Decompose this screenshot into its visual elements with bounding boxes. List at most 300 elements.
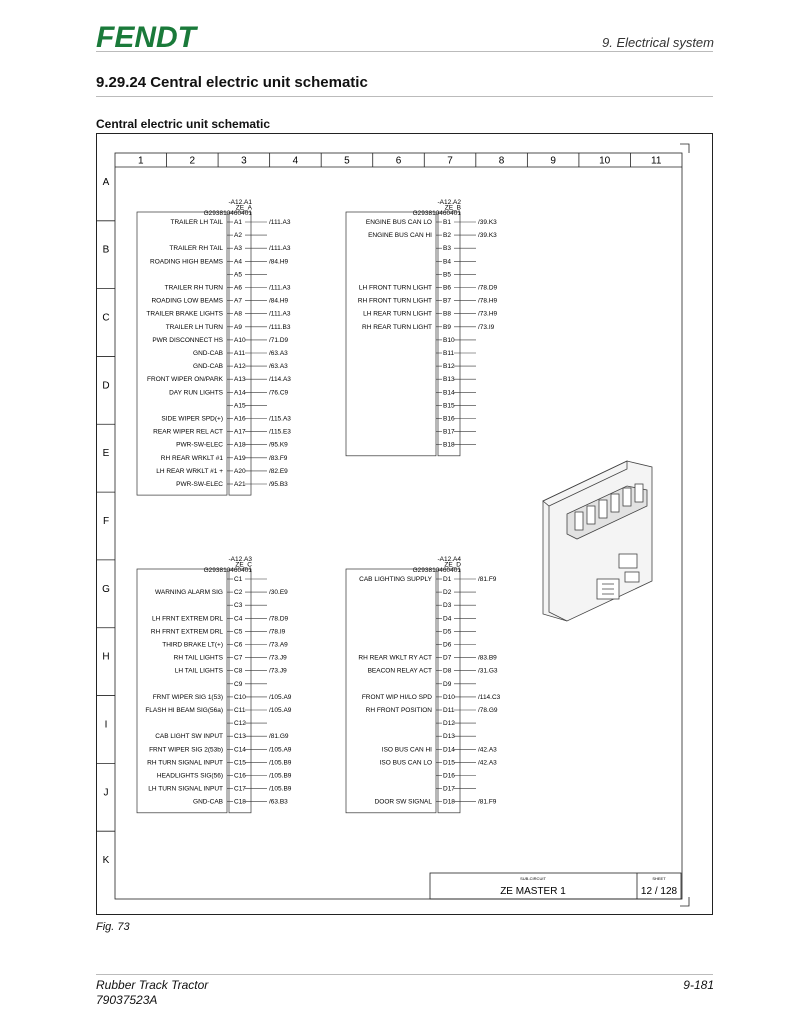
row-label: J <box>103 787 109 799</box>
pin-cross-reference: /63.A3 <box>269 363 288 371</box>
pin-row <box>366 707 498 714</box>
pin-cross-reference: /63.A3 <box>269 350 288 357</box>
pin-signal-name: WARNING ALARM SIG <box>154 589 223 597</box>
pin-signal-name: ISO BUS CAN HI <box>381 746 432 754</box>
pin-row <box>362 694 501 701</box>
row-label: K <box>102 855 110 867</box>
column-label: 5 <box>344 155 350 167</box>
connector-label: -A12.A4 <box>437 556 461 563</box>
pin-row <box>156 468 288 475</box>
pin-signal-name: GND-CAB <box>193 363 223 371</box>
pin-number: D13 <box>443 733 455 741</box>
pin-number: B9 <box>443 323 451 331</box>
brand-logo-text: FENDT <box>96 22 196 50</box>
pin-row <box>146 311 290 318</box>
pin-row <box>151 628 286 635</box>
pin-cross-reference: /105.B9 <box>269 772 292 780</box>
pin-cross-reference: /31.G3 <box>478 667 498 675</box>
pin-number: C17 <box>234 785 246 793</box>
pin-row <box>436 376 476 383</box>
pin-row <box>227 576 267 583</box>
pin-cross-reference: /42.A3 <box>478 746 497 754</box>
pin-number: D14 <box>443 746 455 754</box>
pin-signal-name: ISO BUS CAN LO <box>379 759 432 767</box>
pin-row <box>363 311 497 318</box>
pin-cross-reference: /111.A3 <box>269 310 291 318</box>
pin-row <box>151 298 288 305</box>
pin-cross-reference: /111.A3 <box>269 245 291 253</box>
pin-row <box>436 642 476 649</box>
pin-cross-reference: /115.A3 <box>269 415 291 423</box>
pin-cross-reference: /82.E9 <box>269 467 288 475</box>
pin-row <box>152 615 289 622</box>
pin-number: D18 <box>443 798 455 806</box>
pin-number: A17 <box>234 428 246 436</box>
pin-number: C11 <box>234 707 246 714</box>
pin-number: A6 <box>234 284 242 292</box>
pin-cross-reference: /81.G9 <box>269 733 289 741</box>
connector-ZE_A <box>137 199 291 495</box>
pin-number: A9 <box>234 323 242 331</box>
pin-row <box>358 655 497 662</box>
pin-row <box>227 271 267 278</box>
pin-number: B18 <box>443 441 455 449</box>
connector-label: -A12.A2 <box>437 199 461 206</box>
connector-body <box>346 212 436 456</box>
pin-row <box>436 389 476 396</box>
pin-number: A8 <box>234 310 242 318</box>
pin-row <box>155 733 289 740</box>
pin-row <box>436 337 476 344</box>
pin-number: B1 <box>443 219 451 226</box>
pin-number: D16 <box>443 772 455 780</box>
pin-signal-name: LH TURN SIGNAL INPUT <box>148 785 223 793</box>
fendt-logo <box>96 22 236 50</box>
pin-signal-name: RH TAIL LIGHTS <box>173 654 223 662</box>
pin-signal-name: RH REAR TURN LIGHT <box>362 323 432 331</box>
pin-cross-reference: /78.I9 <box>269 628 286 636</box>
pin-number: B12 <box>443 363 455 371</box>
sheet-value: 12 / 128 <box>640 886 678 897</box>
header-rule <box>96 51 713 52</box>
pin-number: C13 <box>234 733 246 741</box>
pin-signal-name: TRAILER LH TAIL <box>170 219 223 226</box>
pin-row <box>368 668 498 675</box>
pin-signal-name: REAR WIPER REL ACT <box>153 428 223 436</box>
pin-row <box>436 442 476 449</box>
pin-signal-name: LH REAR WRKLT #1 + <box>156 467 223 475</box>
pin-number: B7 <box>443 297 451 305</box>
pin-signal-name: FRNT WIPER SIG 1(53) <box>152 693 223 701</box>
pin-row <box>227 720 267 727</box>
pin-number: C4 <box>234 615 243 623</box>
pin-number: B16 <box>443 415 455 423</box>
pin-signal-name: CAB LIGHT SW INPUT <box>155 733 223 741</box>
pin-number: C14 <box>234 746 246 754</box>
pin-row <box>165 285 291 292</box>
pin-cross-reference: /83.B9 <box>478 654 497 662</box>
pin-signal-name: RH FRNT EXTREM DRL <box>150 628 223 636</box>
pin-row <box>366 219 497 226</box>
pin-cross-reference: /95.B3 <box>269 481 288 488</box>
pin-number: C1 <box>234 576 243 583</box>
pin-number: D12 <box>443 720 455 728</box>
pin-row <box>436 628 476 635</box>
pin-number: C12 <box>234 720 246 728</box>
pin-number: C18 <box>234 798 246 806</box>
pin-cross-reference: /105.B9 <box>269 785 292 793</box>
pin-number: D1 <box>443 576 452 583</box>
pin-signal-name: LH FRONT TURN LIGHT <box>358 284 432 292</box>
figure-heading: Central electric unit schematic <box>96 117 271 131</box>
pin-cross-reference: /105.A9 <box>269 707 292 714</box>
column-label: 11 <box>651 155 662 167</box>
connector-label: ZE_B <box>444 204 461 212</box>
pin-number: A12 <box>234 363 246 371</box>
column-label: 7 <box>447 155 453 167</box>
pin-row <box>193 799 288 806</box>
pin-signal-name: RH FRONT POSITION <box>365 707 432 714</box>
pin-cross-reference: /39.K3 <box>478 219 497 226</box>
schematic-drawing <box>97 134 712 914</box>
pin-signal-name: TRAILER LH TURN <box>165 323 223 331</box>
pin-signal-name: THIRD BRAKE LT(+) <box>162 641 223 649</box>
column-label: 2 <box>189 155 196 167</box>
footer-rule <box>96 974 713 975</box>
pin-cross-reference: /78.G9 <box>478 707 498 714</box>
pin-number: B10 <box>443 336 455 344</box>
pin-number: D5 <box>443 628 452 636</box>
pin-number: C9 <box>234 680 243 688</box>
pin-cross-reference: /105.A9 <box>269 746 292 754</box>
page-heading: 9.29.24 Central electric unit schematic <box>96 74 368 91</box>
pin-row <box>175 668 287 675</box>
pin-row <box>149 746 292 753</box>
pin-cross-reference: /39.K3 <box>478 232 497 240</box>
pin-cross-reference: /63.B3 <box>269 798 288 806</box>
pin-number: A3 <box>234 245 242 253</box>
connector-label: G293810460401 <box>203 210 252 217</box>
pin-cross-reference: /83.F9 <box>269 454 288 462</box>
column-label: 1 <box>137 155 144 167</box>
pin-number: A21 <box>234 481 246 488</box>
pin-number: C3 <box>234 602 243 610</box>
pin-row <box>436 615 476 622</box>
pin-number: C16 <box>234 772 246 780</box>
pin-row <box>362 324 495 331</box>
pin-signal-name: ROADING LOW BEAMS <box>151 297 223 305</box>
pin-signal-name: TRAILER BRAKE LIGHTS <box>146 310 223 318</box>
pin-number: A11 <box>234 350 246 357</box>
pin-row <box>174 655 287 662</box>
row-label: E <box>102 448 110 460</box>
pin-cross-reference: /105.A9 <box>269 693 292 701</box>
connector-label: G293810460401 <box>412 567 461 574</box>
pin-number: D11 <box>443 707 455 714</box>
pin-number: A4 <box>234 258 242 266</box>
pin-cross-reference: /42.A3 <box>478 759 497 767</box>
pin-cross-reference: /111.A3 <box>269 219 291 226</box>
pin-number: A19 <box>234 454 246 462</box>
column-label: 8 <box>498 155 505 167</box>
pin-number: B2 <box>443 232 451 240</box>
ecu-module-drawing <box>543 461 652 621</box>
connector-ZE_D <box>346 556 501 813</box>
pin-cross-reference: /73.A9 <box>269 641 288 649</box>
pin-row <box>161 455 288 462</box>
pin-number: A20 <box>234 467 246 475</box>
pin-number: D6 <box>443 641 452 649</box>
pin-row <box>436 720 476 727</box>
pin-signal-name: ENGINE BUS CAN LO <box>365 219 432 226</box>
pin-signal-name: FLASH HI BEAM SIG(56a) <box>145 707 223 714</box>
pin-number: C8 <box>234 667 243 675</box>
page-number: 9-181 <box>683 978 714 992</box>
pin-number: C7 <box>234 654 243 662</box>
connector-label: ZE_C <box>235 561 252 569</box>
pin-row <box>227 602 267 609</box>
pin-row <box>157 773 292 780</box>
footer-model: Rubber Track Tractor <box>96 978 209 992</box>
pin-row <box>153 429 291 436</box>
pin-number: D8 <box>443 667 452 675</box>
pin-signal-name: LH TAIL LIGHTS <box>174 667 223 675</box>
pin-row <box>436 733 476 740</box>
pin-cross-reference: /81.F9 <box>478 576 497 583</box>
pin-row <box>148 786 292 793</box>
pin-cross-reference: /78.D9 <box>478 284 498 292</box>
pin-cross-reference: /73.J9 <box>269 667 287 675</box>
heading-rule <box>96 96 713 97</box>
pin-row <box>436 681 476 688</box>
pin-number: D9 <box>443 680 452 688</box>
pin-row <box>436 258 476 265</box>
pin-number: B4 <box>443 258 451 266</box>
pin-cross-reference: /78.D9 <box>269 615 289 623</box>
pin-row <box>227 402 267 409</box>
pin-cross-reference: /73.I9 <box>478 323 495 331</box>
pin-number: D17 <box>443 785 455 793</box>
row-label: A <box>102 176 110 188</box>
pin-number: B14 <box>443 389 455 397</box>
connector-label: -A12.A1 <box>228 199 252 206</box>
pin-signal-name: GND-CAB <box>193 798 223 806</box>
pin-row <box>359 576 497 583</box>
connector-label: ZE_A <box>235 204 252 212</box>
pin-row <box>436 429 476 436</box>
pin-row <box>436 416 476 423</box>
pin-row <box>436 773 476 780</box>
pin-cross-reference: /111.B3 <box>269 323 291 331</box>
pin-signal-name: PWR DISCONNECT HS <box>152 336 223 344</box>
figure-caption: Fig. 73 <box>96 921 130 933</box>
pin-cross-reference: /84.H9 <box>269 297 289 305</box>
pin-signal-name: ENGINE BUS CAN HI <box>368 232 432 240</box>
pin-cross-reference: /105.B9 <box>269 759 292 767</box>
pin-number: B3 <box>443 245 451 253</box>
pin-signal-name: PWR-SW-ELEC <box>176 441 223 449</box>
pin-row <box>169 245 290 252</box>
pin-row <box>145 707 291 714</box>
pin-signal-name: DAY RUN LIGHTS <box>169 389 223 397</box>
pin-cross-reference: /84.H9 <box>269 258 289 266</box>
pin-cross-reference: /95.K9 <box>269 441 288 449</box>
pin-row <box>150 258 289 265</box>
pin-signal-name: TRAILER RH TAIL <box>169 245 223 253</box>
pin-cross-reference: /73.J9 <box>269 654 287 662</box>
pin-number: A2 <box>234 232 242 240</box>
pin-number: B11 <box>443 350 455 357</box>
pin-number: A18 <box>234 441 246 449</box>
pin-cross-reference: /115.E3 <box>269 428 291 436</box>
pin-number: C2 <box>234 589 243 597</box>
pin-cross-reference: /30.E9 <box>269 589 288 597</box>
pin-cross-reference: /76.C9 <box>269 389 289 397</box>
pin-cross-reference: /81.F9 <box>478 798 497 806</box>
row-label: B <box>102 244 110 256</box>
pin-row <box>147 759 292 766</box>
pin-signal-name: RH REAR WKLT RY ACT <box>358 654 432 662</box>
connector-label: G293810460401 <box>203 567 252 574</box>
row-label: D <box>102 380 110 392</box>
pin-signal-name: CAB LIGHTING SUPPLY <box>359 576 432 583</box>
pin-number: A15 <box>234 402 246 410</box>
subcircuit-label: SUB-CIRCUIT <box>520 876 546 881</box>
connector-label: -A12.A3 <box>228 556 252 563</box>
column-label: 9 <box>550 155 556 167</box>
pin-number: A13 <box>234 376 246 384</box>
pin-number: A5 <box>234 271 242 279</box>
pin-number: D4 <box>443 615 452 623</box>
pin-signal-name: FRNT WIPER SIG 2(53b) <box>149 746 223 754</box>
pin-row <box>436 350 476 357</box>
pin-number: D7 <box>443 654 452 662</box>
pin-row <box>436 602 476 609</box>
pin-row <box>176 481 288 488</box>
column-label: 10 <box>599 155 611 167</box>
pin-number: A7 <box>234 297 242 305</box>
connector-label: ZE_D <box>444 561 461 569</box>
pin-number: B6 <box>443 284 451 292</box>
pin-number: B15 <box>443 402 455 410</box>
footer-docnum: 79037523A <box>96 993 158 1007</box>
pin-number: C15 <box>234 759 246 767</box>
pin-number: B8 <box>443 310 451 318</box>
connector-ZE_B <box>346 199 498 456</box>
pin-signal-name: RH REAR WRKLT #1 <box>160 454 223 462</box>
pin-row <box>193 350 288 357</box>
pin-signal-name: LH FRNT EXTREM DRL <box>151 615 223 623</box>
pin-number: A1 <box>234 219 242 226</box>
corner-mark-top <box>680 144 689 153</box>
sheet-label: SHEET <box>652 876 666 881</box>
pin-number: C6 <box>234 641 243 649</box>
pin-signal-name: TRAILER RH TURN <box>164 284 223 292</box>
connector-label: G293810460401 <box>412 210 461 217</box>
pin-signal-name: DOOR SW SIGNAL <box>374 798 432 806</box>
pin-row <box>368 232 497 239</box>
pin-cross-reference: /73.H9 <box>478 310 498 318</box>
section-title: 9. Electrical system <box>602 35 714 50</box>
column-label: 4 <box>292 155 299 167</box>
pin-number: D10 <box>443 693 455 701</box>
pin-row <box>359 285 498 292</box>
pin-row <box>161 416 291 423</box>
pin-number: D15 <box>443 759 455 767</box>
row-label: F <box>102 516 110 527</box>
pin-row <box>436 245 476 252</box>
pin-row <box>152 337 288 344</box>
pin-row <box>147 376 291 383</box>
pin-row <box>171 219 291 226</box>
pin-row <box>155 589 288 596</box>
column-label: 3 <box>241 155 247 167</box>
pin-number: C10 <box>234 693 246 701</box>
row-label: I <box>104 719 108 731</box>
pin-cross-reference: /114.A3 <box>269 376 291 384</box>
pin-number: A14 <box>234 389 246 397</box>
subcircuit-value: ZE MASTER 1 <box>500 886 566 897</box>
pin-signal-name: PWR-SW-ELEC <box>176 481 223 488</box>
pin-row <box>162 642 288 649</box>
connector-layer <box>137 199 501 813</box>
pin-signal-name: SIDE WIPER SPD(+) <box>161 415 223 423</box>
row-label: G <box>102 583 110 595</box>
title-block <box>430 873 681 899</box>
schematic-frame <box>96 133 713 915</box>
pin-number: A10 <box>234 336 246 344</box>
connector-body <box>346 569 436 813</box>
row-label: H <box>102 651 110 663</box>
pin-row <box>193 363 288 370</box>
pin-signal-name: LH REAR TURN LIGHT <box>363 310 432 318</box>
pin-signal-name: RH TURN SIGNAL INPUT <box>147 759 223 767</box>
pin-row <box>436 271 476 278</box>
pin-row <box>166 324 291 331</box>
pin-row <box>153 694 292 701</box>
pin-row <box>382 746 497 753</box>
pin-signal-name: GND-CAB <box>193 350 223 357</box>
pin-row <box>436 589 476 596</box>
connector-ZE_C <box>137 556 292 813</box>
pin-row <box>380 759 498 766</box>
pin-signal-name: BEACON RELAY ACT <box>367 667 432 675</box>
pin-row <box>436 402 476 409</box>
pin-signal-name: FRONT WIP HI/LO SPD <box>361 693 432 701</box>
pin-number: B13 <box>443 376 455 384</box>
pin-row <box>436 786 476 793</box>
pin-number: A16 <box>234 415 246 423</box>
pin-signal-name: HEADLIGHTS SIG(56) <box>156 772 223 780</box>
pin-cross-reference: /111.A3 <box>269 284 291 292</box>
pin-signal-name: FRONT WIPER ON/PARK <box>147 376 223 384</box>
pin-row <box>358 298 498 305</box>
pin-number: B17 <box>443 428 455 436</box>
pin-signal-name: RH FRONT TURN LIGHT <box>357 297 432 305</box>
pin-number: C5 <box>234 628 243 636</box>
pin-number: D2 <box>443 589 452 597</box>
pin-row <box>436 363 476 370</box>
pin-cross-reference: /71.D9 <box>269 336 289 344</box>
pin-signal-name: ROADING HIGH BEAMS <box>150 258 223 266</box>
pin-row <box>227 232 267 239</box>
pin-cross-reference: /78.H9 <box>478 297 498 305</box>
column-label: 6 <box>395 155 402 167</box>
row-label: C <box>102 312 110 324</box>
pin-row <box>227 681 267 688</box>
pin-number: D3 <box>443 602 452 610</box>
pin-row <box>176 442 288 449</box>
